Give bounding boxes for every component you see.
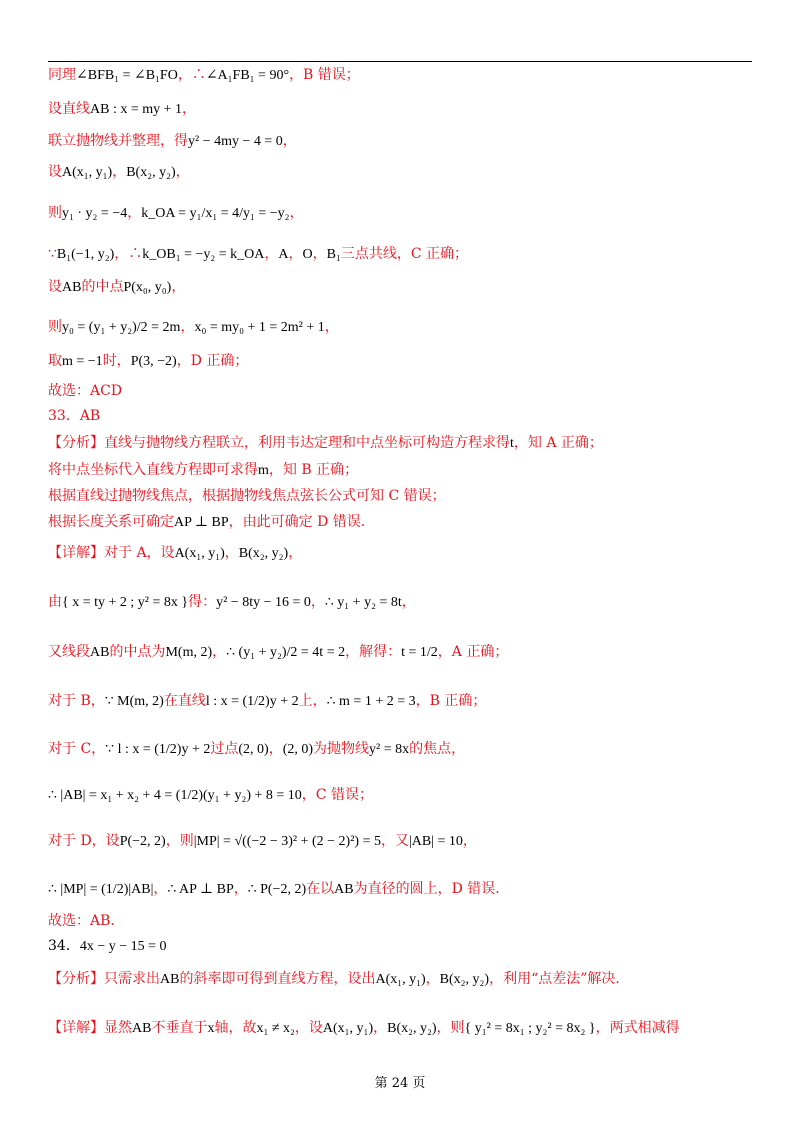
- text-line: [48, 692, 486, 711]
- text-line: [48, 382, 122, 400]
- text-segment: 设直线: [48, 101, 90, 117]
- text-segment: 轴，故: [214, 1020, 257, 1036]
- text-line: [48, 513, 365, 532]
- text-line: [48, 352, 248, 371]
- text-line: [48, 912, 115, 930]
- text-segment: ，: [264, 246, 279, 262]
- math-expression: AB: [334, 882, 354, 897]
- text-segment: 【详解】对于 A，设: [48, 545, 175, 561]
- text-segment: ，设: [294, 1020, 323, 1036]
- math-expression: y² − 4my − 4 = 0: [188, 134, 283, 149]
- text-line: [48, 487, 446, 505]
- text-segment: ，: [233, 881, 248, 897]
- text-segment: 将中点坐标代入直线方程即可求得: [48, 462, 258, 478]
- text-line: [48, 407, 100, 425]
- math-expression: t = 1/2: [401, 645, 438, 660]
- math-expression: A(x₁, y₁): [375, 972, 426, 987]
- math-expression: ∴ P(−2, 2): [247, 882, 307, 897]
- text-segment: ，: [177, 67, 192, 83]
- text-segment: 的中点: [81, 279, 124, 295]
- math-expression: ∴ |MP| = (1/2)|AB|: [48, 882, 154, 897]
- text-line: [48, 66, 360, 85]
- math-expression: O: [302, 247, 313, 262]
- text-segment: ，A 正确；: [437, 644, 509, 660]
- math-expression: ∠BFB₁ = ∠B₁FO: [76, 68, 178, 83]
- math-expression: l : x = (1/2)y + 2: [205, 694, 299, 709]
- math-expression: B(x₂, y₂): [238, 546, 289, 561]
- text-segment: 上，: [298, 693, 327, 709]
- text-segment: ，∴: [114, 246, 143, 262]
- math-expression: x₁ ≠ x₂: [256, 1021, 295, 1036]
- text-segment: 【分析】直线与抛物线方程联立，利用韦达定理和中点坐标可构造方程求得: [48, 435, 510, 451]
- text-line: [48, 1019, 680, 1038]
- text-segment: ，知 A 正确；: [513, 435, 603, 451]
- text-line: [48, 318, 339, 337]
- text-segment: 时，: [102, 353, 131, 369]
- text-segment: 取: [48, 353, 62, 369]
- text-segment: ，: [401, 594, 416, 610]
- text-line: [48, 880, 500, 899]
- text-segment: 根据长度关系可确定: [48, 514, 174, 530]
- text-segment: ，: [182, 101, 197, 117]
- math-expression: 4x − y − 15 = 0: [79, 939, 167, 954]
- math-expression: B₁: [326, 247, 341, 262]
- text-segment: 在直线: [163, 693, 206, 709]
- math-expression: AB: [132, 1021, 152, 1036]
- text-segment: 则: [48, 205, 62, 221]
- text-segment: ，则: [436, 1020, 465, 1036]
- math-expression: AB: [90, 645, 110, 660]
- text-line: [48, 204, 304, 223]
- text-segment: 【详解】显然: [48, 1020, 132, 1036]
- math-expression: ∴ |AB| = x₁ + x₂ + 4 = (1/2)(y₁ + y₂) + 8 = 10: [48, 788, 302, 803]
- text-segment: ，则: [165, 833, 194, 849]
- math-expression: x₀ = my₀ + 1 = 2m² + 1: [194, 320, 325, 335]
- text-segment: ，: [462, 833, 477, 849]
- text-segment: ∴: [191, 67, 206, 83]
- text-segment: ，: [212, 644, 227, 660]
- math-expression: |MP| = √((−2 − 3)² + (2 − 2)²) = 5: [193, 834, 381, 849]
- text-segment: ，: [282, 133, 297, 149]
- text-line: [48, 434, 603, 453]
- text-segment: ，: [288, 246, 303, 262]
- math-expression: x: [207, 1021, 215, 1036]
- math-expression: |AB| = 10: [408, 834, 463, 849]
- math-expression: ∵ l : x = (1/2)y + 2: [105, 742, 211, 757]
- text-segment: 得：: [188, 594, 217, 610]
- math-expression: A(x₁, y₁): [174, 546, 225, 561]
- math-expression: P(−2, 2): [119, 834, 166, 849]
- text-segment: 对于 B，: [48, 693, 105, 709]
- text-segment: 故选：AB.: [48, 913, 115, 929]
- math-expression: M(m, 2): [165, 645, 213, 660]
- text-line: [48, 786, 373, 805]
- text-segment: ，解得：: [345, 644, 402, 660]
- text-line: [48, 832, 477, 851]
- math-expression: ∵ M(m, 2): [104, 694, 164, 709]
- text-segment: 则: [48, 319, 62, 335]
- text-line: [48, 132, 297, 151]
- text-segment: ，B 正确；: [415, 693, 487, 709]
- header-rule: [48, 61, 752, 62]
- text-segment: ，: [268, 741, 283, 757]
- text-segment: 不垂直于: [151, 1020, 208, 1036]
- text-line: [48, 278, 185, 297]
- text-line: [48, 544, 302, 563]
- text-segment: 【分析】只需求出: [48, 971, 160, 987]
- text-segment: ，: [425, 971, 440, 987]
- text-segment: ，: [324, 319, 339, 335]
- text-segment: 33．AB: [48, 408, 101, 424]
- page-footer: 第 24 页: [374, 1076, 426, 1091]
- text-line: [48, 643, 508, 662]
- text-segment: 故选：ACD: [48, 383, 123, 399]
- text-segment: ，知 B 正确；: [268, 462, 359, 478]
- text-segment: 34．: [48, 938, 80, 954]
- math-expression: (2, 0): [282, 742, 314, 757]
- text-segment: ，又: [380, 833, 409, 849]
- text-segment: ，: [224, 545, 239, 561]
- math-expression: k_OA = y₁/x₁ = 4/y₁ = −y₂: [141, 206, 290, 221]
- math-expression: m: [258, 463, 269, 478]
- text-line: [48, 593, 416, 612]
- math-expression: y² = 8x: [369, 742, 410, 757]
- math-expression: B₁(−1, y₂): [56, 247, 115, 262]
- text-line: [48, 163, 190, 182]
- math-expression: { x = ty + 2 ; y² = 8x }: [62, 595, 189, 610]
- math-expression: ∴ m = 1 + 2 = 3: [326, 694, 416, 709]
- text-segment: 的斜率即可得到直线方程，设出: [179, 971, 376, 987]
- math-expression: AP ⊥ BP: [174, 515, 229, 530]
- math-expression: P(3, −2): [130, 354, 177, 369]
- math-expression: AB: [62, 280, 82, 295]
- text-segment: 在以: [306, 881, 335, 897]
- text-segment: ，: [171, 279, 186, 295]
- math-expression: ∴ y₁ + y₂ = 8t: [324, 595, 402, 610]
- text-segment: 设: [48, 279, 62, 295]
- math-expression: k_OB₁ = −y₂ = k_OA: [142, 247, 265, 262]
- text-segment: ，: [373, 1020, 388, 1036]
- text-segment: ∵: [48, 246, 57, 262]
- math-expression: P(x₀, y₀): [123, 280, 172, 295]
- text-segment: 根据直线过抛物线焦点，根据抛物线焦点弦长公式可知 C 错误；: [48, 488, 446, 504]
- text-segment: 对于 C，: [48, 741, 106, 757]
- text-segment: ，D 正确；: [176, 353, 249, 369]
- math-expression: A: [278, 247, 289, 262]
- text-segment: ，由此可确定 D 错误.: [228, 514, 366, 530]
- text-segment: ，: [112, 164, 127, 180]
- math-expression: B(x₂, y₂): [387, 1021, 437, 1036]
- text-line: [48, 740, 465, 759]
- text-segment: 为抛物线: [313, 741, 370, 757]
- text-segment: ，利用“点差法”解决.: [489, 971, 620, 987]
- math-expression: y² − 8ty − 16 = 0: [216, 595, 311, 610]
- math-expression: (2, 0): [238, 742, 269, 757]
- text-segment: 的中点为: [109, 644, 166, 660]
- math-expression: y₁ · y₂ = −4: [62, 206, 128, 221]
- math-expression: AB: [160, 972, 180, 987]
- math-expression: t: [510, 436, 514, 451]
- text-segment: 又线段: [48, 644, 90, 660]
- text-segment: 的焦点，: [409, 741, 466, 757]
- math-expression: y₀ = (y₁ + y₂)/2 = 2m: [62, 320, 181, 335]
- text-line: [48, 970, 620, 989]
- text-segment: 过点: [210, 741, 239, 757]
- math-expression: ∴ (y₁ + y₂)/2 = 4t = 2: [226, 645, 346, 660]
- math-expression: B(x₂, y₂): [126, 165, 176, 180]
- text-segment: ，B 错误；: [289, 67, 360, 83]
- text-segment: 联立抛物线并整理，得: [48, 133, 188, 149]
- math-expression: { y₁² = 8x₁ ; y₂² = 8x₂ }: [464, 1021, 596, 1036]
- text-segment: ，: [312, 246, 327, 262]
- text-segment: 三点共线，C 正确；: [340, 246, 469, 262]
- math-expression: m = −1: [62, 354, 103, 369]
- text-segment: 设: [48, 164, 62, 180]
- math-expression: AB : x = my + 1: [90, 102, 183, 117]
- math-expression: ∠A₁FB₁ = 90°: [205, 68, 290, 83]
- text-segment: 由: [48, 594, 62, 610]
- text-line: [48, 937, 167, 956]
- text-segment: ，: [153, 881, 168, 897]
- text-segment: 同理: [48, 67, 76, 83]
- text-segment: ，: [289, 205, 304, 221]
- math-expression: B(x₂, y₂): [439, 972, 490, 987]
- text-segment: ，: [175, 164, 190, 180]
- math-expression: A(x₁, y₁): [322, 1021, 374, 1036]
- text-segment: ，: [310, 594, 325, 610]
- math-expression: ∴ AP ⊥ BP: [167, 882, 234, 897]
- text-line: [48, 100, 196, 119]
- text-segment: 对于 D，设: [48, 833, 120, 849]
- text-segment: 为直径的圆上，D 错误.: [353, 881, 500, 897]
- text-segment: ，: [180, 319, 195, 335]
- text-line: [48, 461, 358, 480]
- math-expression: A(x₁, y₁): [62, 165, 113, 180]
- text-segment: ，: [288, 545, 303, 561]
- text-segment: ，: [127, 205, 142, 221]
- text-segment: ，两式相减得: [595, 1020, 680, 1036]
- text-line: [48, 245, 468, 264]
- text-segment: ，C 错误；: [301, 787, 373, 803]
